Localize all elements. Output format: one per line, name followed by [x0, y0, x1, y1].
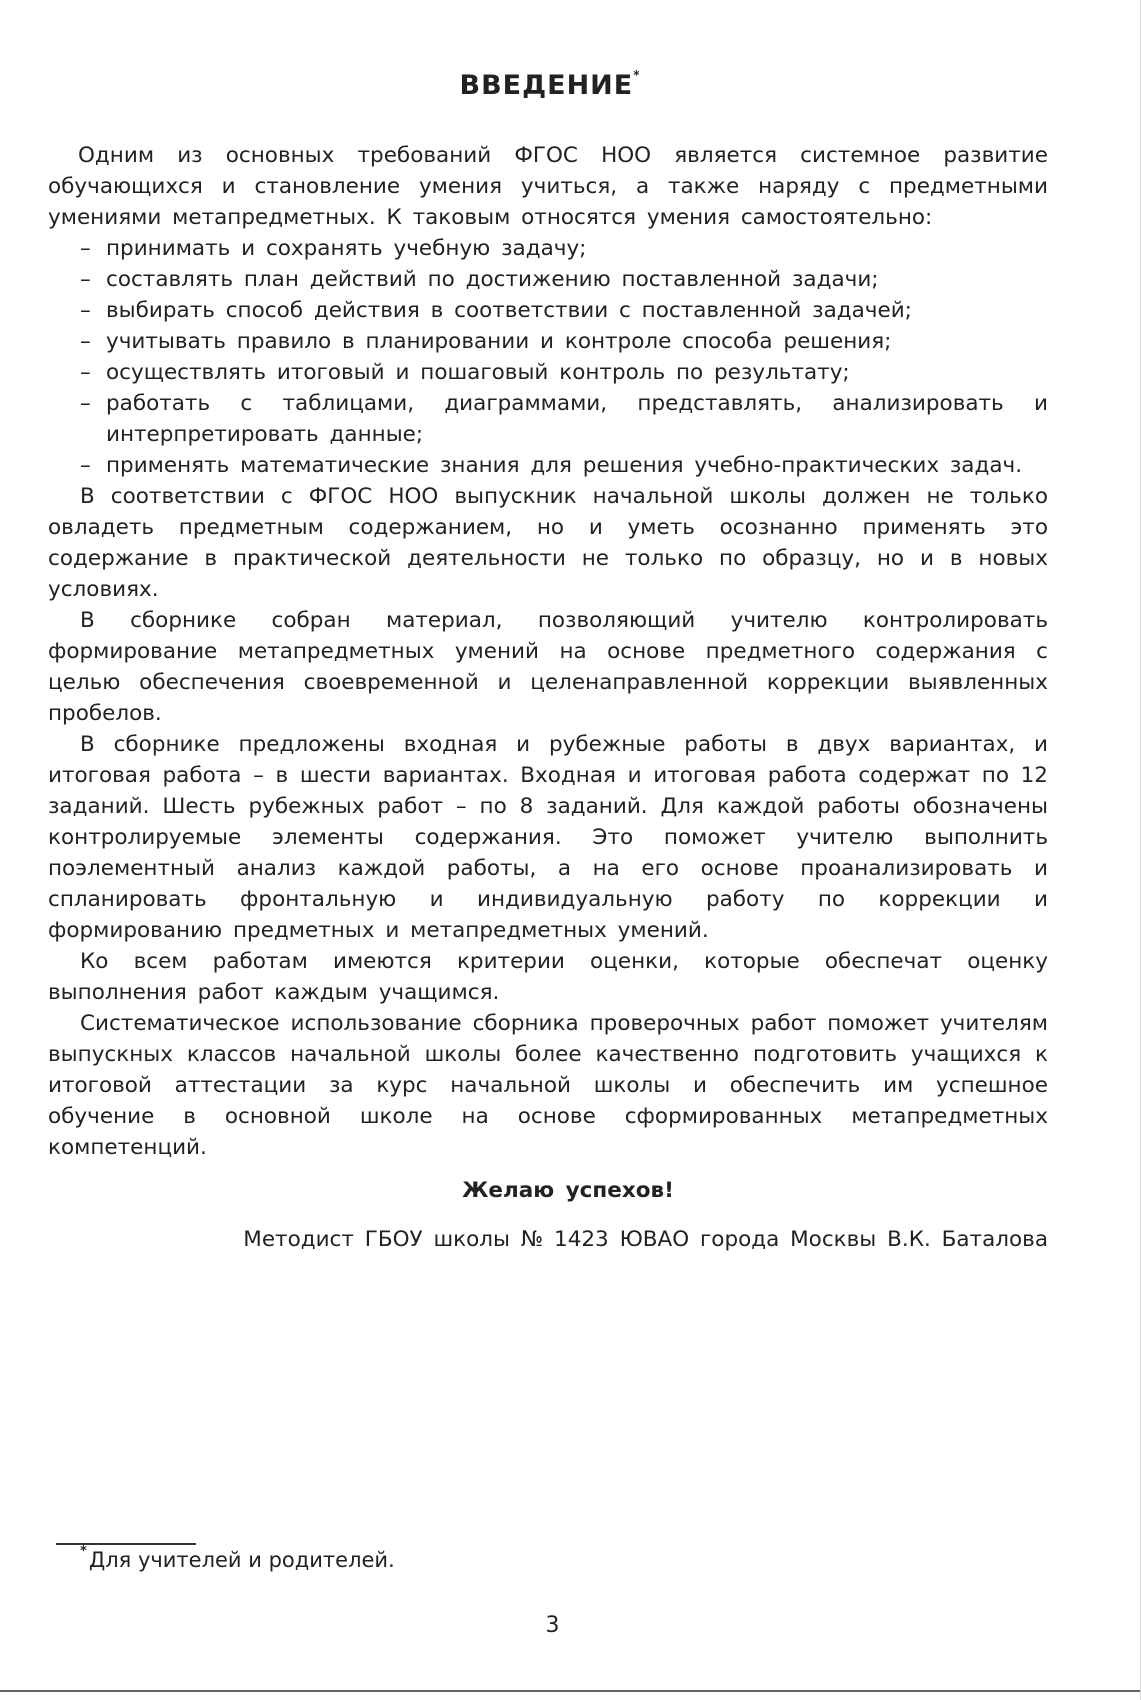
- closing-wish: Желаю успехов!: [462, 1178, 674, 1203]
- list-dash: –: [80, 298, 91, 323]
- list-item-text: учитывать правило в планировании и контроле способа решения;: [106, 329, 892, 354]
- list-item-text: осуществлять итоговый и пошаговый контроль по результату;: [106, 360, 850, 385]
- paragraph-usage: Систематическое использование сборника проверочных работ поможет учителям выпускных классов начальной школы более качественно подготовить учащихся к итоговой аттестации за курс начальной школы и обеспечить им успешное обучение в основной школе на основе сформированных метапредметных компетенций.: [48, 1011, 1048, 1160]
- footnote-marker: *: [80, 1544, 87, 1559]
- title-footnote-marker: *: [633, 68, 641, 82]
- footnote-divider: [56, 1543, 196, 1545]
- bottom-edge-line: [0, 1690, 1141, 1692]
- list-dash: –: [80, 329, 91, 354]
- paragraph-criteria: Ко всем работам имеются критерии оценки, которые обеспечат оценку выполнения работ каждым учащимся.: [48, 949, 1048, 1005]
- page-title: [0, 70, 1100, 101]
- title-text: ВВЕДЕНИЕ: [459, 70, 634, 101]
- footnote-text: Для учителей и родителей.: [88, 1548, 395, 1572]
- list-dash: –: [80, 267, 91, 292]
- list-item-text: применять математические знания для решения учебно-практических задач.: [106, 453, 1023, 478]
- list-item: [80, 388, 1048, 450]
- skills-list: [48, 233, 1048, 481]
- paragraph-material: В сборнике собран материал, позволяющий учителю контролировать формирование метапредметных умений на основе предметного содержания с целью обеспечения своевременной и целенаправленной коррекции выявленных пробелов.: [48, 608, 1048, 726]
- list-item: [80, 450, 1048, 481]
- list-dash: –: [80, 360, 91, 385]
- list-item: [80, 233, 1048, 264]
- list-item-text: принимать и сохранять учебную задачу;: [106, 236, 587, 261]
- list-dash: –: [80, 391, 91, 416]
- list-dash: –: [80, 236, 91, 261]
- list-item-text: работать с таблицами, диаграммами, представлять, анализировать и интерпретировать данные;: [106, 391, 1048, 447]
- list-item: [80, 264, 1048, 295]
- list-item-text: составлять план действий по достижению поставленной задачи;: [106, 267, 879, 292]
- page-number: 3: [545, 1613, 560, 1638]
- footnote: [80, 1544, 395, 1572]
- list-item: [80, 295, 1048, 326]
- author-signature: Методист ГБОУ школы № 1423 ЮВАО города Москвы В.К. Баталова: [243, 1227, 1048, 1252]
- intro-paragraph: Одним из основных требований ФГОС НОО является системное развитие обучающихся и становление умения учиться, а также наряду с предметными умениями метапредметных. К таковым относятся умения самостоятельно:: [48, 143, 1048, 230]
- paragraph-works: В сборнике предложены входная и рубежные работы в двух вариантах, и итоговая работа – в шести вариантах. Входная и итоговая работа содержат по 12 заданий. Шесть рубежных работ – по 8 заданий. Для каждой работы обозначены контролируемые элементы содержания. Это поможет учителю выполнить поэлементный анализ каждой работы, а на его основе проанализировать и спланировать фронтальную и индивидуальную работу по коррекции и формированию предметных и метапредметных умений.: [48, 732, 1048, 943]
- paragraph-fgos: В соответствии с ФГОС НОО выпускник начальной школы должен не только овладеть предметным содержанием, но и уметь осознанно применять это содержание в практической деятельности не только по образцу, но и в новых условиях.: [48, 484, 1048, 602]
- list-item: [80, 326, 1048, 357]
- list-item: [80, 357, 1048, 388]
- list-dash: –: [80, 453, 91, 478]
- list-item-text: выбирать способ действия в соответствии с поставленной задачей;: [106, 298, 912, 323]
- body-text: [48, 140, 1048, 1255]
